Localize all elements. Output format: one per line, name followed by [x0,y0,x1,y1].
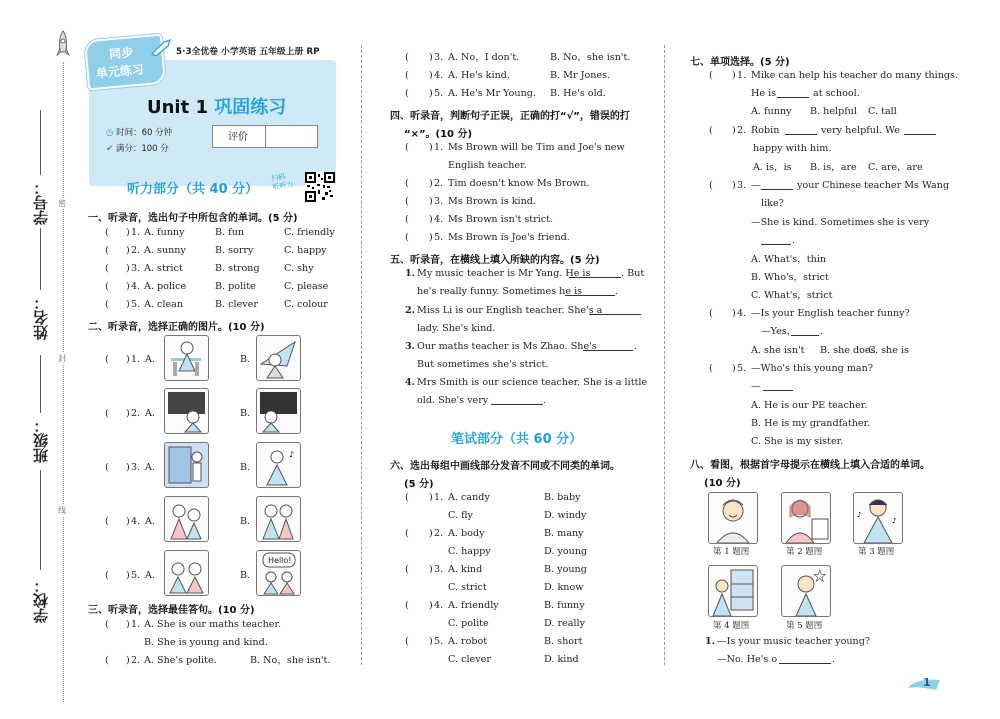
section-6-title: 六、选出每组中画线部分发音不同或不同类的单词。 [390,461,620,472]
class-label: 班级： [32,418,50,463]
answer-paren[interactable]: ) [429,636,433,647]
picture-4b[interactable] [256,496,301,542]
eval-box[interactable] [212,125,318,148]
column-divider [361,45,362,665]
section-1-title: 一、听录音，选出句子中所包含的单词。(5 分) [88,213,298,224]
section-5-title: 五、听录音，在横线上填入所缺的内容。(5 分) [390,255,600,266]
check-icon: ✔ [106,144,114,154]
page-number: 1 [923,676,931,689]
picture-q4 [708,565,758,617]
picture-1a[interactable] [164,335,209,381]
svg-text:♪: ♪ [289,450,295,459]
answer-paren[interactable]: ) [429,492,433,503]
unit-prefix: Unit 1 [147,97,215,118]
section-2-title: 二、听录音，选择正确的图片。(10 分) [88,322,265,333]
picture-caption: 第 2 题图 [786,547,823,557]
section-7-title: 七、单项选择。(5 分) [690,57,790,68]
qr-code-icon[interactable] [305,172,335,202]
picture-q3 [853,492,903,544]
answer-paren[interactable]: ) [732,363,736,374]
picture-3b[interactable] [256,442,301,488]
picture-5b[interactable] [256,550,301,596]
fill-blank[interactable] [785,126,817,135]
answer-paren[interactable]: ) [429,232,433,243]
answer-paren[interactable]: ) [429,600,433,611]
fill-blank[interactable] [761,181,793,190]
fill-blank[interactable] [779,655,831,664]
fill-blank[interactable] [565,287,615,296]
rocket-icon [55,30,71,60]
school-field[interactable] [40,470,41,570]
qr-hint-2: 听听力 [272,180,295,192]
picture-1b[interactable] [256,335,301,381]
picture-q5 [781,565,831,617]
unit-title-cn: 巩固练习 [214,97,287,118]
score-label: 满分：100 分 [115,144,169,154]
answer-paren[interactable]: ) [429,70,433,81]
picture-5a[interactable] [164,550,209,596]
number-field[interactable] [40,110,41,175]
eval-label: 评价 [228,132,248,143]
column-divider [664,45,665,665]
picture-2b[interactable] [256,388,301,434]
fill-blank[interactable] [583,342,633,351]
unit-title [147,93,286,119]
picture-4a[interactable] [164,496,209,542]
answer-paren[interactable]: ) [732,70,736,81]
answer-paren[interactable]: ) [732,180,736,191]
answer-paren[interactable]: ) [429,142,433,153]
qr-hint [271,172,294,193]
writing-title: 笔试部分（共 60 分） [451,432,583,447]
picture-q1 [708,492,758,544]
fill-blank[interactable] [791,327,819,336]
answer-paren[interactable]: ) [126,281,130,292]
binding-mark-seal: 封 [58,354,66,363]
time-label: 时间：60 分钟 [116,128,173,138]
time-info [106,129,172,138]
answer-paren[interactable]: ) [429,564,433,575]
name-field[interactable] [40,228,41,290]
binding-mark-secret: 密 [58,199,66,208]
section-8-title: 八、看图，根据首字母提示在横线上填入合适的单词。 [690,460,930,471]
section-2-list: ( ) 1. A. B. ( ) 2. A. B. ( ) 3. A. B. ♪ ( ) 4. A. B. ( ) 5. A. B. Hello! [100,335,350,595]
page-number-badge [906,676,944,692]
fill-blank[interactable] [763,382,793,391]
hello-bubble-text: Hello! [268,556,292,565]
fill-blank[interactable] [589,306,641,315]
picture-3a[interactable] [164,442,209,488]
answer-paren[interactable]: ) [429,88,433,99]
answer-paren[interactable]: ) [126,354,130,365]
book-info: 5·3全优卷 小学英语 五年级上册 RP [176,47,320,57]
answer-paren[interactable]: ) [429,214,433,225]
binding-line [63,62,64,702]
answer-paren[interactable]: ) [429,178,433,189]
badge-line-2: 单元练习 [95,62,145,81]
fill-blank[interactable] [904,126,936,135]
answer-paren[interactable]: ) [429,52,433,63]
answer-paren[interactable]: ) [732,125,736,136]
school-label: 学校： [32,578,50,623]
listening-title: 听力部分（共 40 分） [127,182,259,197]
section-4-title: 四、听录音，判断句子正误，正确的打“√”，错误的打 [390,111,630,122]
section-8-score: (10 分) [704,478,741,489]
section-6-score: (5 分) [404,479,434,490]
answer-paren[interactable]: ) [126,263,130,274]
number-label: 学号： [32,180,50,225]
answer-paren[interactable]: ) [126,516,130,527]
binding-mark-line: 线 [58,506,66,515]
svg-text:♪: ♪ [857,511,862,519]
fill-blank[interactable] [569,269,621,278]
answer-paren[interactable]: ) [126,619,130,630]
binding-strip [0,0,80,719]
answer-paren[interactable]: ) [126,408,130,419]
score-info [106,145,169,154]
fill-blank[interactable] [761,236,791,245]
answer-paren[interactable]: ) [126,570,130,581]
class-field[interactable] [40,355,41,413]
picture-caption: 第 4 题图 [713,621,750,631]
answer-paren[interactable]: ) [429,528,433,539]
answer-paren[interactable]: ) [126,655,130,666]
answer-paren[interactable]: ) [126,227,130,238]
picture-q2 [781,492,831,544]
fill-blank[interactable] [491,396,543,405]
svg-text:♪: ♪ [892,517,897,525]
answer-paren[interactable]: ) [126,245,130,256]
section-3-title: 三、听录音，选择最佳答句。(10 分) [88,605,255,616]
section-4-title-2: “×”。(10 分) [404,129,473,140]
clock-icon: ◷ [106,128,114,138]
fill-blank[interactable] [777,89,809,98]
picture-caption: 第 5 题图 [786,621,823,631]
answer-paren[interactable]: ) [126,299,130,310]
name-label: 姓名： [32,295,50,340]
picture-caption: 第 1 题图 [713,547,750,557]
picture-2a[interactable] [164,388,209,434]
rocket-badge-icon [150,38,172,56]
picture-caption: 第 3 题图 [858,547,895,557]
answer-paren[interactable]: ) [429,196,433,207]
answer-paren[interactable]: ) [732,308,736,319]
qr-hint-1: 扫码 [270,172,286,183]
badge-line-1: 同步 [108,45,134,62]
answer-paren[interactable]: ) [126,462,130,473]
